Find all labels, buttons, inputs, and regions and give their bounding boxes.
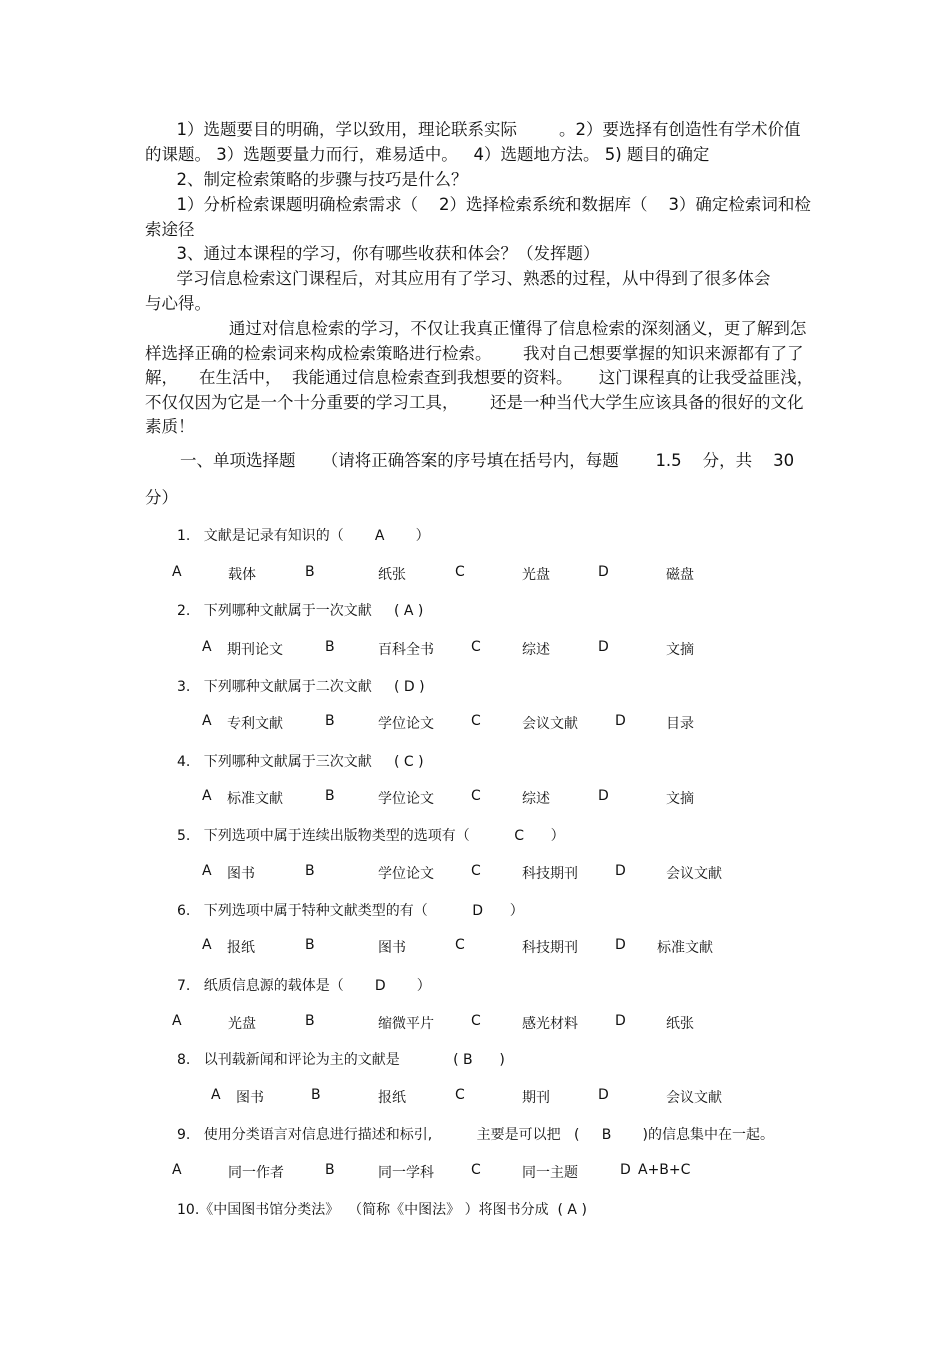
option-letter: A [172,564,182,580]
section-heading: 一、单项选择题 （请将正确答案的序号填在括号内，每题 1.5 分，共 30 [180,451,795,470]
option-text: 期刊论文 [227,642,283,658]
option-letter: D [598,639,609,655]
option-letter: B [325,1162,335,1178]
option-letter: D [615,937,626,953]
option-text: 载体 [228,567,256,583]
option-letter: D [598,1087,609,1103]
option-letter: A [172,1013,182,1029]
section-heading-tail: 分） [145,488,178,507]
option-text: 文摘 [666,642,694,658]
option-text: 目录 [666,716,694,732]
option-text: 图书 [378,940,406,956]
option-text: A+B+C [638,1162,691,1178]
option-text: 同一作者 [228,1165,284,1181]
option-letter: B [325,639,335,655]
intro-paragraph-2: 1）分析检索课题明确检索需求（ 2）选择检索系统和数据库（ 3）确定检索词和检索途径 [145,195,811,239]
option-letter: D [598,564,609,580]
option-text: 科技期刊 [522,866,578,882]
option-text: 会议文献 [666,1090,722,1106]
option-letter: B [305,863,315,879]
option-text: 会议文献 [666,866,722,882]
option-letter: C [471,863,481,879]
option-text: 光盘 [522,567,550,583]
option-text: 报纸 [378,1090,406,1106]
option-text: 同一学科 [378,1165,434,1181]
option-text: 标准文献 [657,940,713,956]
option-letter: C [455,937,465,953]
option-text: 综述 [522,642,550,658]
option-text: 图书 [236,1090,264,1106]
question-stem-1: 1. 文献是记录有知识的（ A ） [177,528,430,544]
option-text: 光盘 [228,1016,256,1032]
option-text: 百科全书 [378,642,434,658]
option-letter: A [202,639,212,655]
option-letter: C [471,639,481,655]
option-letter: B [325,713,335,729]
option-text: 专利文献 [227,716,283,732]
option-letter: D [615,863,626,879]
option-letter: C [471,1013,481,1029]
option-letter: B [305,937,315,953]
option-letter: A [211,1087,221,1103]
question-stem-4: 4. 下列哪种文献属于三次文献 ( C ) [177,754,424,770]
option-text: 学位论文 [378,791,434,807]
intro-paragraph-1: 1）选题要目的明确，学以致用，理论联系实际 。2）要选择有创造性有学术价值的课题。 3）选题要量力而行，难易适中。 4）选题地方法。 5) 题目的确定 [145,120,801,164]
option-letter: A [202,863,212,879]
question-stem-6: 6. 下列选项中属于特种文献类型的有（ D ） [177,903,524,919]
option-letter: C [471,788,481,804]
option-letter: A [202,713,212,729]
option-text: 会议文献 [522,716,578,732]
option-text: 报纸 [227,940,255,956]
question-stem-2: 2. 下列哪种文献属于一次文献 ( A ) [177,603,424,619]
option-text: 学位论文 [378,716,434,732]
option-letter: B [305,564,315,580]
question-stem-7: 7. 纸质信息源的载体是（ D ） [177,978,431,994]
option-letter: D [620,1162,631,1178]
option-text: 磁盘 [666,567,694,583]
option-text: 科技期刊 [522,940,578,956]
option-text: 综述 [522,791,550,807]
option-letter: A [202,788,212,804]
option-letter: B [311,1087,321,1103]
question-stem-5: 5. 下列选项中属于连续出版物类型的选项有（ C ） [177,828,565,844]
option-text: 标准文献 [227,791,283,807]
option-letter: A [172,1162,182,1178]
option-letter: C [471,713,481,729]
option-text: 缩微平片 [378,1016,434,1032]
option-text: 学位论文 [378,866,434,882]
intro-question-3: 3、通过本课程的学习，你有哪些收获和体会？（发挥题） [145,244,600,263]
question-stem-3: 3. 下列哪种文献属于二次文献 ( D ) [177,679,425,695]
option-letter: D [615,713,626,729]
option-text: 文摘 [666,791,694,807]
option-letter: A [202,937,212,953]
option-text: 感光材料 [522,1016,578,1032]
option-text: 纸张 [378,567,406,583]
option-text: 纸张 [666,1016,694,1032]
intro-question-2: 2、制定检索策略的步骤与技巧是什么？ [145,170,468,189]
intro-paragraph-3: 学习信息检索这门课程后，对其应用有了学习、熟悉的过程，从中得到了很多体会与心得。 [145,269,771,313]
option-letter: C [455,1087,465,1103]
question-stem-8: 8. 以刊载新闻和评论为主的文献是 ( B ) [177,1052,505,1068]
option-text: 图书 [227,866,255,882]
option-letter: D [598,788,609,804]
option-letter: B [305,1013,315,1029]
option-letter: B [325,788,335,804]
option-text: 同一主题 [522,1165,578,1181]
intro-paragraph-4: 通过对信息检索的学习，不仅让我真正懂得了信息检索的深刻涵义，更了解到怎样选择正确的检索词来构成检索策略进行检索。 我对自己想要掌握的知识来源都有了了解， 在生活中， 我能通过信息检索查到我想要的资料。 这门课程真的让我受益匪浅， 不仅仅因为它是一个十分重要的学习工具， 还是一种当代大学生应该具备的很好的文化素质！ [145,319,835,436]
option-text: 期刊 [522,1090,550,1106]
option-letter: D [615,1013,626,1029]
question-stem-9: 9. 使用分类语言对信息进行描述和标引, 主要是可以把 ( B )的信息集中在一起。 [177,1127,774,1143]
option-letter: C [455,564,465,580]
option-letter: C [471,1162,481,1178]
question-stem-10: 10.《中国图书馆分类法》 （简称《中图法》 ）将图书分成 ( A ) [177,1202,587,1218]
